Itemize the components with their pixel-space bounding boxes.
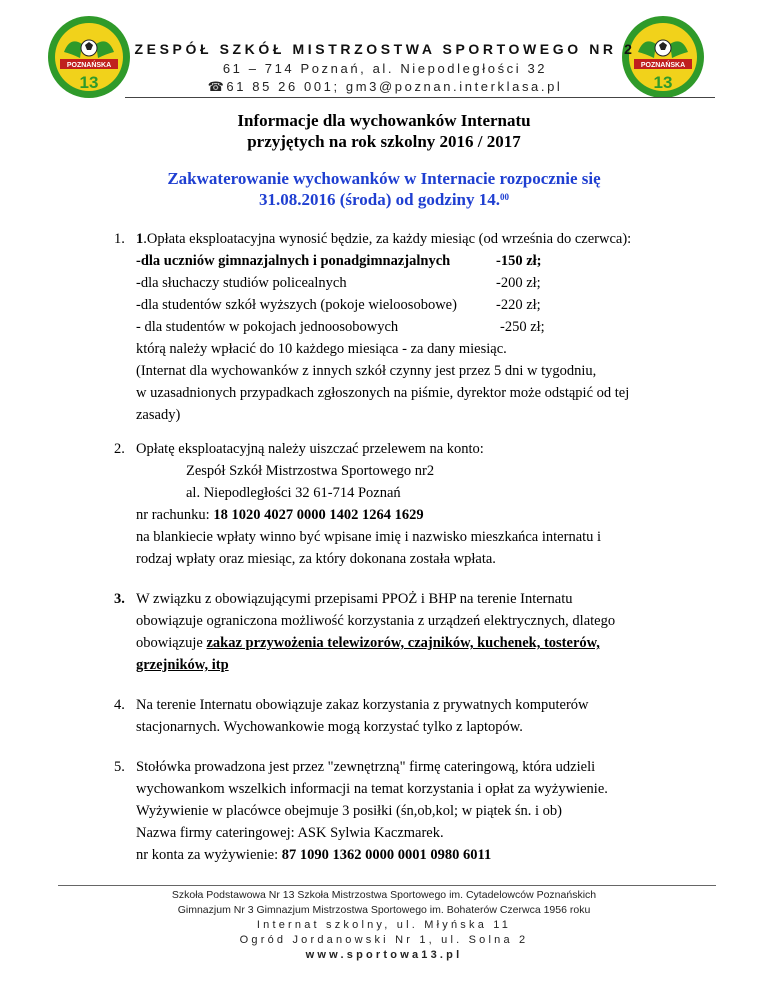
letterhead [100, 40, 670, 96]
footer-line: Gimnazjum Nr 3 Gimnazjum Mistrzostwa Sportowego im. Bohaterów Czerwca 1956 roku [177, 904, 591, 916]
item-4-line: Na terenie Internatu obowiązuje zakaz korzystania z prywatnych komputerów [136, 697, 589, 713]
item-number: 1. [114, 231, 125, 247]
fee-amount: -220 zł; [496, 297, 541, 313]
website-link[interactable]: www.sportowa13.pl [305, 949, 463, 961]
logo-band-text: POZNAŃSKA [66, 62, 112, 69]
footer-line: Internat szkolny, ul. Młyńska 11 [256, 919, 512, 931]
logo-number: 13 [653, 73, 673, 92]
item-3-line: obowiązuje zakaz przywożenia telewizorów, czajników, kuchenek, tosterów, [136, 635, 600, 651]
announcement-line-2 [0, 189, 768, 210]
fee-label: -dla studentów szkół wyższych (pokoje wieloosobowe) [136, 297, 457, 313]
item-4-line: stacjonarnych. Wychowankowie mogą korzystać tylko z laptopów. [136, 719, 523, 735]
item-3-line: grzejników, itp [136, 657, 229, 673]
fee-label: - dla studentów w pokojach jednoosobowych [136, 319, 399, 335]
item-5-line: Wyżywienie w placówce obejmuje 3 posiłki (śn,ob,kol; w piątek śn. i ob) [136, 803, 562, 819]
item-5-line: Nazwa firmy cateringowej: ASK Sylwia Kaczmarek. [136, 825, 444, 841]
item-5-line: wychowankom wszelkich informacji na temat korzystania i opłat za wyżywienie. [136, 781, 608, 797]
fee-label: -dla uczniów gimnazjalnych i ponadgimnazjalnych [136, 253, 451, 269]
item-3-line: W związku z obowiązującymi przepisami PPOŻ i BHP na terenie Internatu [136, 591, 573, 607]
school-name: ZESPÓŁ SZKÓŁ MISTRZOSTWA SPORTOWEGO NR 2 [134, 41, 636, 57]
item-1-line: którą należy wpłacić do 10 każdego miesiąca - za dany miesiąc. [136, 341, 507, 357]
title-line-2: przyjętych na rok szkolny 2016 / 2017 [247, 132, 521, 151]
school-address: 61 – 714 Poznań, al. Niepodległości 32 [222, 61, 548, 76]
item-number: 5. [114, 759, 125, 775]
item-2-line: na blankiecie wpłaty winno być wpisane imię i nazwisko mieszkańca internatu i [136, 529, 602, 545]
item-1-line: (Internat dla wychowanków z innych szkół czynny jest przez 5 dni w tygodniu, [136, 363, 597, 379]
fee-amount: -150 zł; [496, 253, 542, 269]
announcement-line-1: Zakwaterowanie wychowanków w Internacie rozpocznie się [167, 169, 601, 188]
item-number: 2. [114, 441, 125, 457]
item-1-line-1: 1.Opłata eksploatacyjna wynosić będzie, za każdy miesiąc (od września do czerwca): [136, 231, 632, 247]
item-2-line: al. Niepodległości 32 61-714 Poznań [186, 485, 401, 501]
contact-text: 61 85 26 001; gm3@poznan.interklasa.pl [226, 79, 563, 94]
header-divider [125, 97, 715, 98]
footer [0, 888, 768, 963]
footer-line: Szkoła Podstawowa Nr 13 Szkoła Mistrzostwa Sportowego im. Cytadelowców Poznańskich [171, 889, 597, 901]
account-number: nr rachunku: 18 1020 4027 0000 1402 1264 1629 [136, 507, 424, 523]
item-2-line: Zespół Szkół Mistrzostwa Sportowego nr2 [186, 463, 435, 479]
item-3-line: obowiązuje ograniczona możliwość korzystania z urządzeń elektrycznych, dlatego [136, 613, 616, 629]
item-1-line: w uzasadnionych przypadkach zgłoszonych na piśmie, dyrektor może odstąpić od tej [136, 385, 630, 401]
catering-account: nr konta za wyżywienie: 87 1090 1362 0000 0001 0980 6011 [136, 847, 492, 863]
announcement [0, 168, 768, 210]
document-title [0, 110, 768, 152]
footer-divider [58, 885, 716, 886]
announcement-minutes: 00 [500, 192, 509, 202]
item-5-line: Stołówka prowadzona jest przez "zewnętrzną" firmę cateringową, która udzieli [136, 759, 596, 775]
title-line-1: Informacje dla wychowanków Internatu [237, 111, 531, 130]
fee-amount: -200 zł; [496, 275, 541, 291]
fee-amount: -250 zł; [500, 319, 545, 335]
fee-label: -dla słuchaczy studiów policealnych [136, 275, 347, 291]
item-number: 3. [114, 591, 125, 607]
phone-icon: ☎ [207, 79, 227, 94]
logo-band-text: POZNAŃSKA [640, 62, 686, 69]
logo-number: 13 [79, 73, 99, 92]
item-1-line: zasady) [136, 407, 181, 423]
footer-line: Ogród Jordanowski Nr 1, ul. Solna 2 [239, 934, 529, 946]
item-2-line: Opłatę eksploatacyjną należy uiszczać przelewem na konto: [136, 441, 484, 457]
announcement-date: 31.08.2016 (środa) od godziny 14. [258, 190, 500, 209]
school-contact [100, 78, 670, 96]
item-2-line: rodzaj wpłaty oraz miesiąc, za który dokonana została wpłata. [136, 551, 496, 567]
item-number: 4. [114, 697, 125, 713]
